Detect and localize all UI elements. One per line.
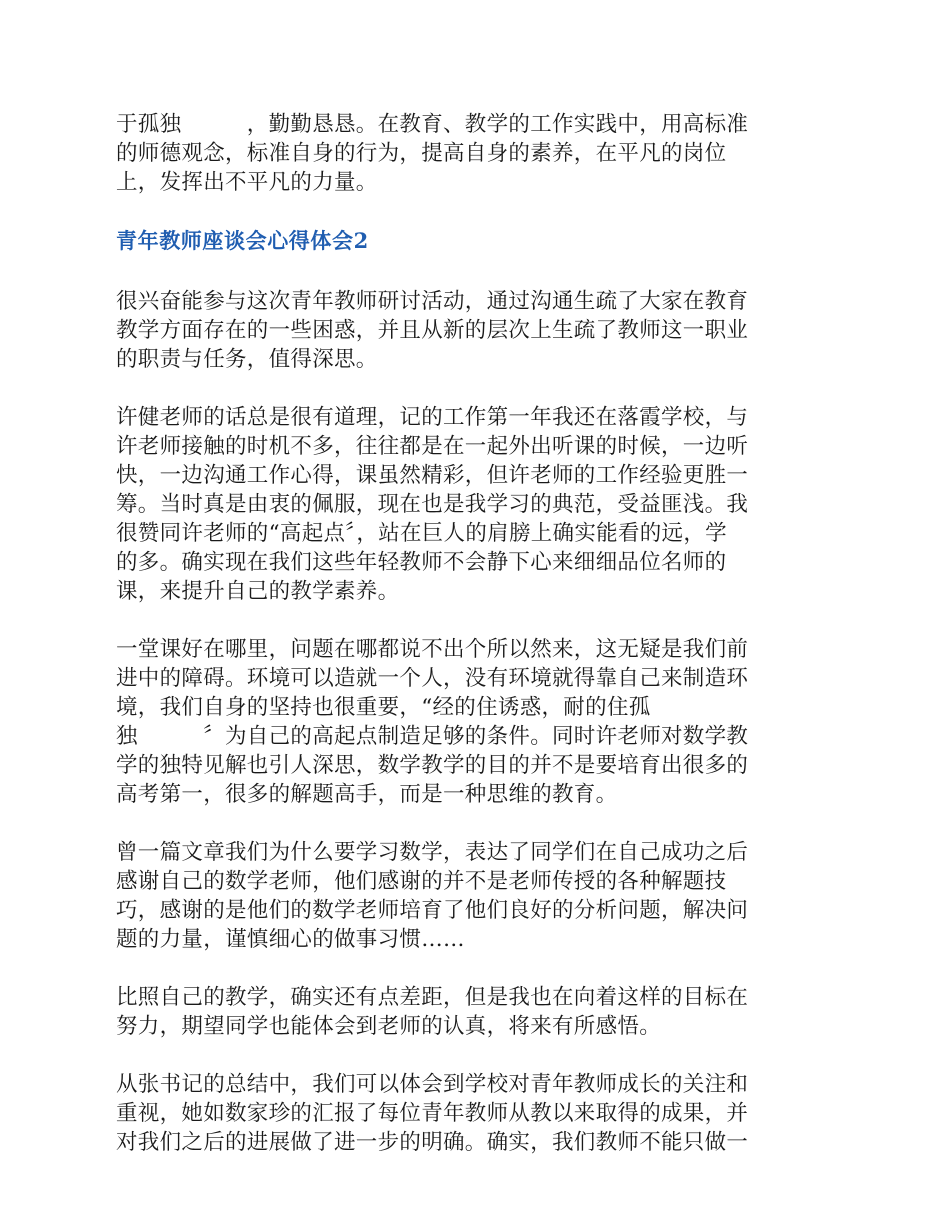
text-line: 一堂课好在哪里，问题在哪都说不出个所以然来，这无疑是我们前 bbox=[116, 637, 749, 662]
text-line: 独 〞为自己的高起点制造足够的条件。同时许老师对数学教 bbox=[116, 724, 749, 749]
text-line: 从张书记的总结中，我们可以体会到学校对青年教师成长的关注和 bbox=[116, 1072, 749, 1097]
document-page bbox=[116, 110, 836, 1186]
text-line: 巧，感谢的是他们的数学老师培育了他们良好的分析问题，解决问 bbox=[116, 898, 749, 923]
text-line: 感谢自己的数学老师，他们感谢的并不是老师传授的各种解题技 bbox=[116, 869, 727, 894]
text-line: 快，一边沟通工作心得，课虽然精彩，但许老师的工作经验更胜一 bbox=[116, 463, 749, 488]
paragraph-4 bbox=[116, 838, 836, 954]
text-line: 许健老师的话总是很有道理，记的工作第一年我还在落霞学校，与 bbox=[116, 405, 749, 430]
paragraph-2 bbox=[116, 403, 836, 606]
text-line: 曾一篇文章我们为什么要学习数学，表达了同学们在自己成功之后 bbox=[116, 840, 749, 865]
text-line: 于孤独 ，勤勤恳恳。在教育、教学的工作实践中，用高标准 bbox=[116, 112, 749, 137]
text-line: 题的力量，谨慎细心的做事习惯…… bbox=[116, 927, 465, 952]
text-line: 的师德观念，标准自身的行为，提高自身的素养，在平凡的岗位 bbox=[116, 141, 727, 166]
text-line: 上，发挥出不平凡的力量。 bbox=[116, 170, 378, 195]
text-line: 许老师接触的时机不多，往往都是在一起外出听课的时候，一边听 bbox=[116, 434, 749, 459]
paragraph-1 bbox=[116, 287, 836, 374]
text-line: 学的独特见解也引人深思，数学教学的目的并不是要培育出很多的 bbox=[116, 753, 749, 778]
text-line: 筹。当时真是由衷的佩服，现在也是我学习的典范，受益匪浅。我 bbox=[116, 492, 749, 517]
text-line: 的职责与任务，值得深思。 bbox=[116, 347, 378, 372]
text-line: 比照自己的教学，确实还有点差距，但是我也在向着这样的目标在 bbox=[116, 985, 749, 1010]
intro-paragraph bbox=[116, 110, 836, 197]
text-line: 对我们之后的进展做了进一步的明确。确实，我们教师不能只做一 bbox=[116, 1130, 749, 1155]
text-line: 境，我们自身的坚持也很重要，“经的住诱惑，耐的住孤 bbox=[116, 695, 651, 720]
section-heading: 青年教师座谈会心得体会2 bbox=[116, 228, 369, 253]
text-line: 重视，她如数家珍的汇报了每位青年教师从教以来取得的成果，并 bbox=[116, 1101, 749, 1126]
paragraph-6 bbox=[116, 1070, 836, 1157]
text-line: 高考第一，很多的解题高手，而是一种思维的教育。 bbox=[116, 782, 618, 807]
text-line: 的多。确实现在我们这些年轻教师不会静下心来细细品位名师的 bbox=[116, 550, 727, 575]
text-line: 进中的障碍。环境可以造就一个人，没有环境就得靠自己来制造环 bbox=[116, 666, 749, 691]
text-line: 课，来提升自己的教学素养。 bbox=[116, 579, 400, 604]
paragraph-5 bbox=[116, 983, 836, 1041]
text-line: 很兴奋能参与这次青年教师研讨活动，通过沟通生疏了大家在教育 bbox=[116, 289, 749, 314]
text-line: 教学方面存在的一些困惑，并且从新的层次上生疏了教师这一职业 bbox=[116, 318, 749, 343]
text-line: 很赞同许老师的“高起点〞，站在巨人的肩膀上确实能看的远，学 bbox=[116, 521, 727, 546]
paragraph-3 bbox=[116, 635, 836, 809]
text-line: 努力，期望同学也能体会到老师的认真，将来有所感悟。 bbox=[116, 1014, 662, 1039]
